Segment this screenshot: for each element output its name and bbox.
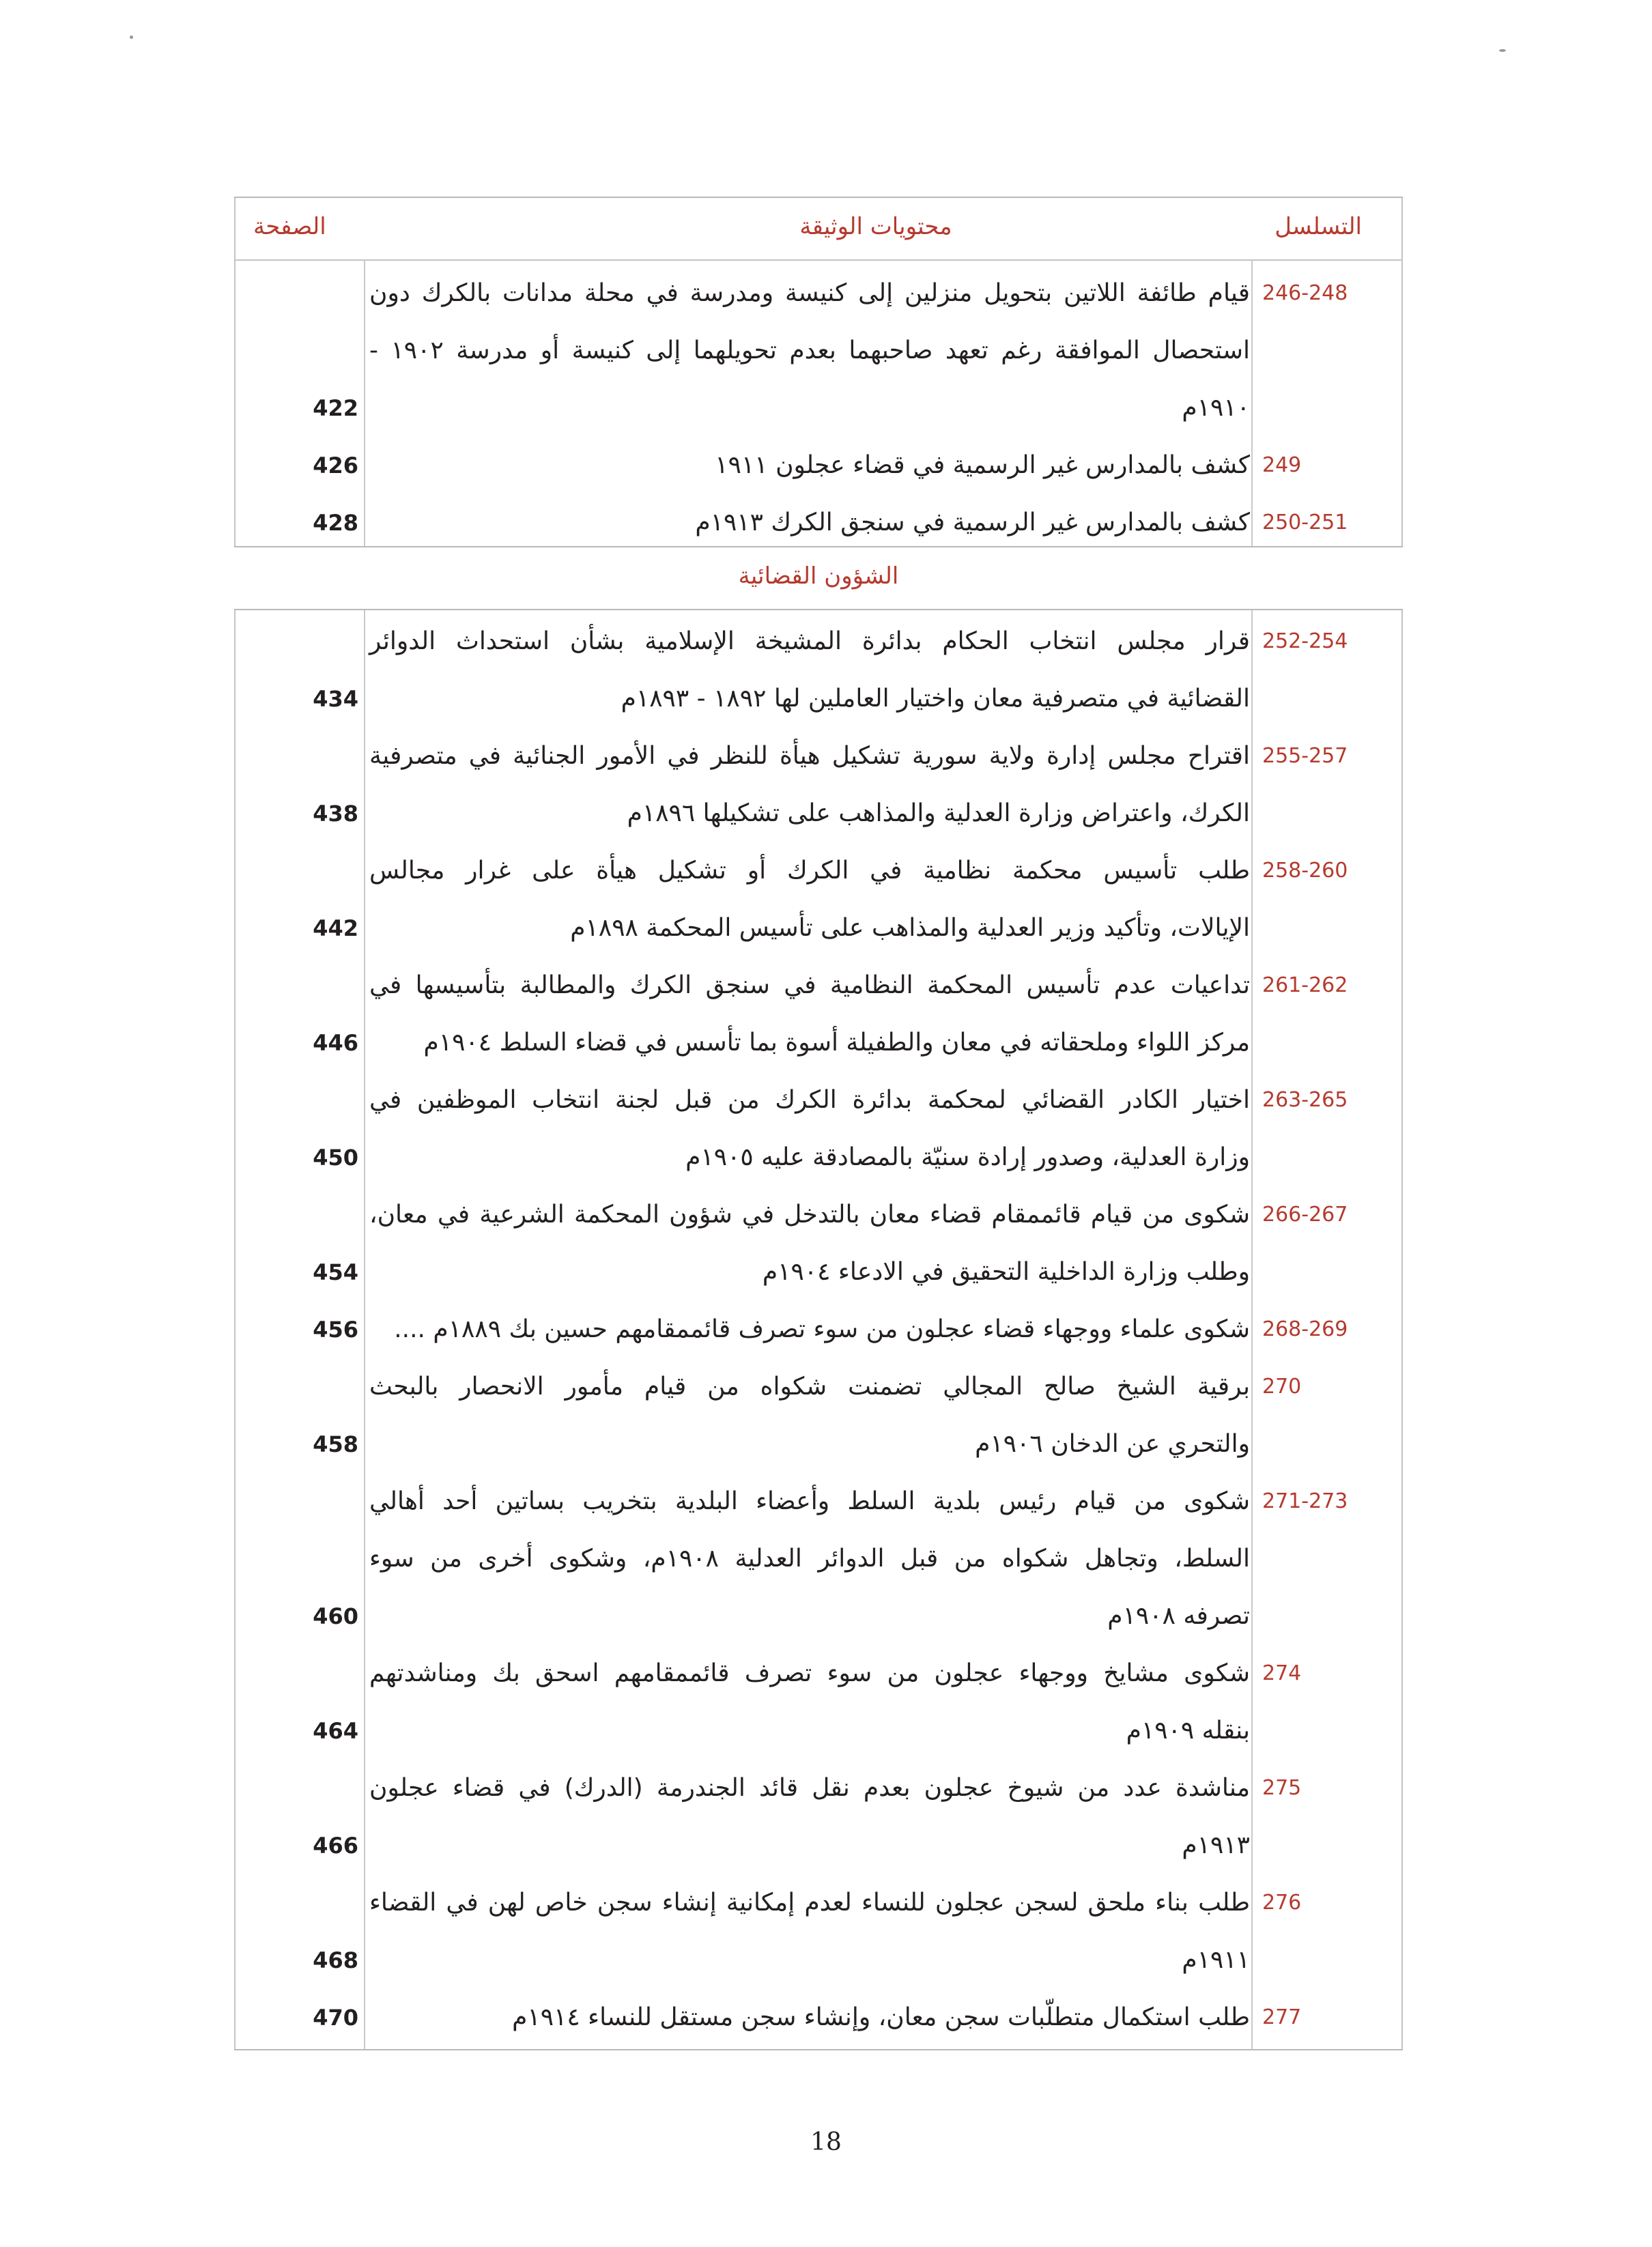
- entry-serial: 255-257: [1262, 744, 1348, 768]
- toc-entry: [234, 1760, 1403, 1874]
- table-header: [234, 198, 1403, 261]
- entry-text-line: السلط، وتجاهل شكواه من قبل الدوائر العدلية ١٩٠٨م، وشكوى أخرى من سوء: [369, 1545, 1250, 1573]
- entry-serial: 270: [1262, 1375, 1302, 1399]
- toc-entry: [234, 957, 1403, 1072]
- toc-entry: [234, 1473, 1403, 1645]
- toc-entry: [234, 613, 1403, 728]
- entry-page: 426: [313, 453, 358, 478]
- entry-text-line: الكرك، واعتراض وزارة العدلية والمذاهب على تشكيلها ١٨٩٦م: [627, 799, 1250, 827]
- entry-text-line: بنقله ١٩٠٩م: [1126, 1717, 1250, 1745]
- entry-text-line: استحصال الموافقة رغم تعهد صاحبهما بعدم تحويلهما إلى كنيسة أو مدرسة ١٩٠٢ -: [369, 337, 1250, 364]
- entry-page: 438: [313, 801, 358, 827]
- entry-page: 428: [313, 510, 358, 536]
- entry-text-line: قرار مجلس انتخاب الحكام بدائرة المشيخة الإسلامية بشأن استحداث الدوائر: [369, 627, 1250, 655]
- dot-leader: [369, 1817, 1172, 1874]
- toc-entry: [234, 1301, 1403, 1358]
- entry-serial: 275: [1262, 1776, 1302, 1800]
- section-title: الشؤون القضائية: [738, 562, 899, 590]
- entry-serial: 274: [1262, 1661, 1302, 1685]
- dot-leader: [369, 1702, 1117, 1760]
- entry-page: 446: [313, 1030, 358, 1056]
- entry-text-line: ١٩١٣م: [1182, 1831, 1250, 1859]
- entry-text-line: وزارة العدلية، وصدور إرادة سنيّة بالمصادقة عليه ١٩٠٥م: [685, 1143, 1250, 1171]
- dot-leader: [369, 1301, 384, 1358]
- dot-leader: [369, 900, 560, 957]
- entry-serial: 277: [1262, 2005, 1302, 2029]
- entry-text-line: ١٩١١م: [1182, 1946, 1250, 1974]
- entry-text-line: برقية الشيخ صالح المجالي تضمنت شكواه من قيام مأمور الانحصار بالبحث: [369, 1373, 1250, 1401]
- entry-page: 434: [313, 686, 358, 712]
- entry-text-line: شكوى من قيام قائممقام قضاء معان بالتدخل في شؤون المحكمة الشرعية في معان،: [369, 1201, 1250, 1229]
- entry-page: 470: [313, 2005, 358, 2031]
- entry-text-line: شكوى من قيام رئيس بلدية السلط وأعضاء البلدية بتخريب بساتين أحد أهالي: [369, 1487, 1250, 1515]
- entry-page: 466: [313, 1833, 358, 1859]
- entry-page: 468: [313, 1947, 358, 1973]
- toc-entry: [234, 1989, 1403, 2046]
- toc-entry: [234, 494, 1403, 552]
- dot-leader: [369, 1932, 1172, 1989]
- entry-page: 454: [313, 1259, 358, 1285]
- toc-entry: [234, 1874, 1403, 1989]
- entry-text-line: كشف بالمدارس غير الرسمية في سنجق الكرك ١٩١٣م: [695, 509, 1250, 536]
- toc-entry: [234, 1072, 1403, 1186]
- entry-text-line: الإيالات، وتأكيد وزير العدلية والمذاهب على تأسيس المحكمة ١٨٩٨م: [570, 914, 1250, 942]
- entry-text-line: طلب بناء ملحق لسجن عجلون للنساء لعدم إمكانية إنشاء سجن خاص لهن في القضاء: [369, 1889, 1250, 1917]
- toc-entry: [234, 842, 1403, 957]
- content-column-header: محتويات الوثيقة: [799, 213, 952, 240]
- entry-text-line: اقتراح مجلس إدارة ولاية سورية تشكيل هيأة للنظر في الأمور الجنائية في متصرفية: [369, 742, 1250, 770]
- entry-text-line: تداعيات عدم تأسيس المحكمة النظامية في سنجق الكرك والمطالبة بتأسيسها في: [369, 971, 1250, 999]
- entry-serial: 261-262: [1262, 973, 1348, 997]
- scan-speck: [1499, 49, 1506, 52]
- entry-page: 456: [313, 1317, 358, 1343]
- entry-serial: 246-248: [1262, 281, 1348, 305]
- page-number: 18: [810, 2128, 842, 2156]
- entry-serial: 266-267: [1262, 1203, 1348, 1227]
- dot-leader: [369, 1416, 965, 1473]
- entry-serial: 276: [1262, 1891, 1302, 1915]
- entry-text-line: تصرفه ١٩٠٨م: [1107, 1602, 1250, 1630]
- scan-speck: [130, 35, 133, 39]
- page-column-header: الصفحة: [253, 213, 326, 240]
- entry-page: 450: [313, 1145, 358, 1171]
- serial-column-header: التسلسل: [1274, 213, 1362, 240]
- entry-text-line: اختيار الكادر القضائي لمحكمة بدائرة الكرك من قبل لجنة انتخاب الموظفين في: [369, 1086, 1250, 1114]
- entry-text-line: كشف بالمدارس غير الرسمية في قضاء عجلون ١٩١١: [715, 451, 1250, 479]
- dot-leader: [369, 670, 612, 728]
- entry-serial: 268-269: [1262, 1317, 1348, 1341]
- entry-serial: 252-254: [1262, 629, 1348, 653]
- dot-leader: [369, 1588, 1098, 1645]
- entry-page: 458: [313, 1431, 358, 1457]
- entry-text-line: مناشدة عدد من شيوخ عجلون بعدم نقل قائد الجندرمة (الدرك) في قضاء عجلون: [369, 1774, 1250, 1802]
- toc-entry: [234, 1358, 1403, 1473]
- entry-serial: 258-260: [1262, 859, 1348, 883]
- entry-text-line: شكوى مشايخ ووجهاء عجلون من سوء تصرف قائممقامهم اسحق بك ومناشدتهم: [369, 1659, 1250, 1687]
- entry-serial: 249: [1262, 453, 1302, 477]
- entry-text-line: مركز اللواء وملحقاته في معان والطفيلة أسوة بما تأسس في قضاء السلط ١٩٠٤م: [423, 1029, 1250, 1057]
- entry-text-line: القضائية في متصرفية معان واختيار العاملين لها ١٨٩٢ - ١٨٩٣م: [621, 685, 1250, 713]
- entry-text-line: والتحري عن الدخان ١٩٠٦م: [975, 1430, 1250, 1458]
- entry-text-line: وطلب وزارة الداخلية التحقيق في الادعاء ١٩٠٤م: [762, 1258, 1250, 1286]
- dot-leader: [369, 785, 618, 842]
- section-heading: [234, 546, 1403, 610]
- entry-serial: 271-273: [1262, 1489, 1348, 1513]
- dot-leader: [369, 437, 705, 494]
- dot-leader: [369, 1989, 502, 2046]
- toc-entry: [234, 1186, 1403, 1301]
- entry-page: 464: [313, 1718, 358, 1744]
- entry-serial: 250-251: [1262, 511, 1348, 534]
- dot-leader: [369, 1244, 753, 1301]
- dot-leader: [369, 1014, 414, 1072]
- dot-leader: [369, 494, 685, 552]
- entry-text-line: طلب تأسيس محكمة نظامية في الكرك أو تشكيل هيأة على غرار مجالس: [369, 857, 1250, 885]
- entry-text-line: طلب استكمال متطلّبات سجن معان، وإنشاء سجن مستقل للنساء ١٩١٤م: [512, 2003, 1250, 2031]
- table-of-contents: [234, 197, 1403, 2050]
- entry-text-line: قيام طائفة اللاتين بتحويل منزلين إلى كنيسة ومدرسة في محلة مدانات بالكرك دون: [369, 279, 1250, 307]
- entry-page: 460: [313, 1603, 358, 1629]
- toc-entry: [234, 437, 1403, 494]
- toc-entry: [234, 265, 1403, 437]
- entry-serial: 263-265: [1262, 1088, 1348, 1112]
- entry-text-line: ١٩١٠م: [1182, 394, 1250, 422]
- dot-leader: [369, 1129, 676, 1186]
- toc-entry: [234, 728, 1403, 842]
- dot-leader: [369, 380, 1172, 437]
- toc-entry: [234, 1645, 1403, 1760]
- entry-page: 442: [313, 915, 358, 941]
- entry-text-line: شكوى علماء ووجهاء قضاء عجلون من سوء تصرف قائممقامهم حسين بك ١٨٨٩م ....: [394, 1315, 1250, 1343]
- entry-page: 422: [313, 395, 358, 421]
